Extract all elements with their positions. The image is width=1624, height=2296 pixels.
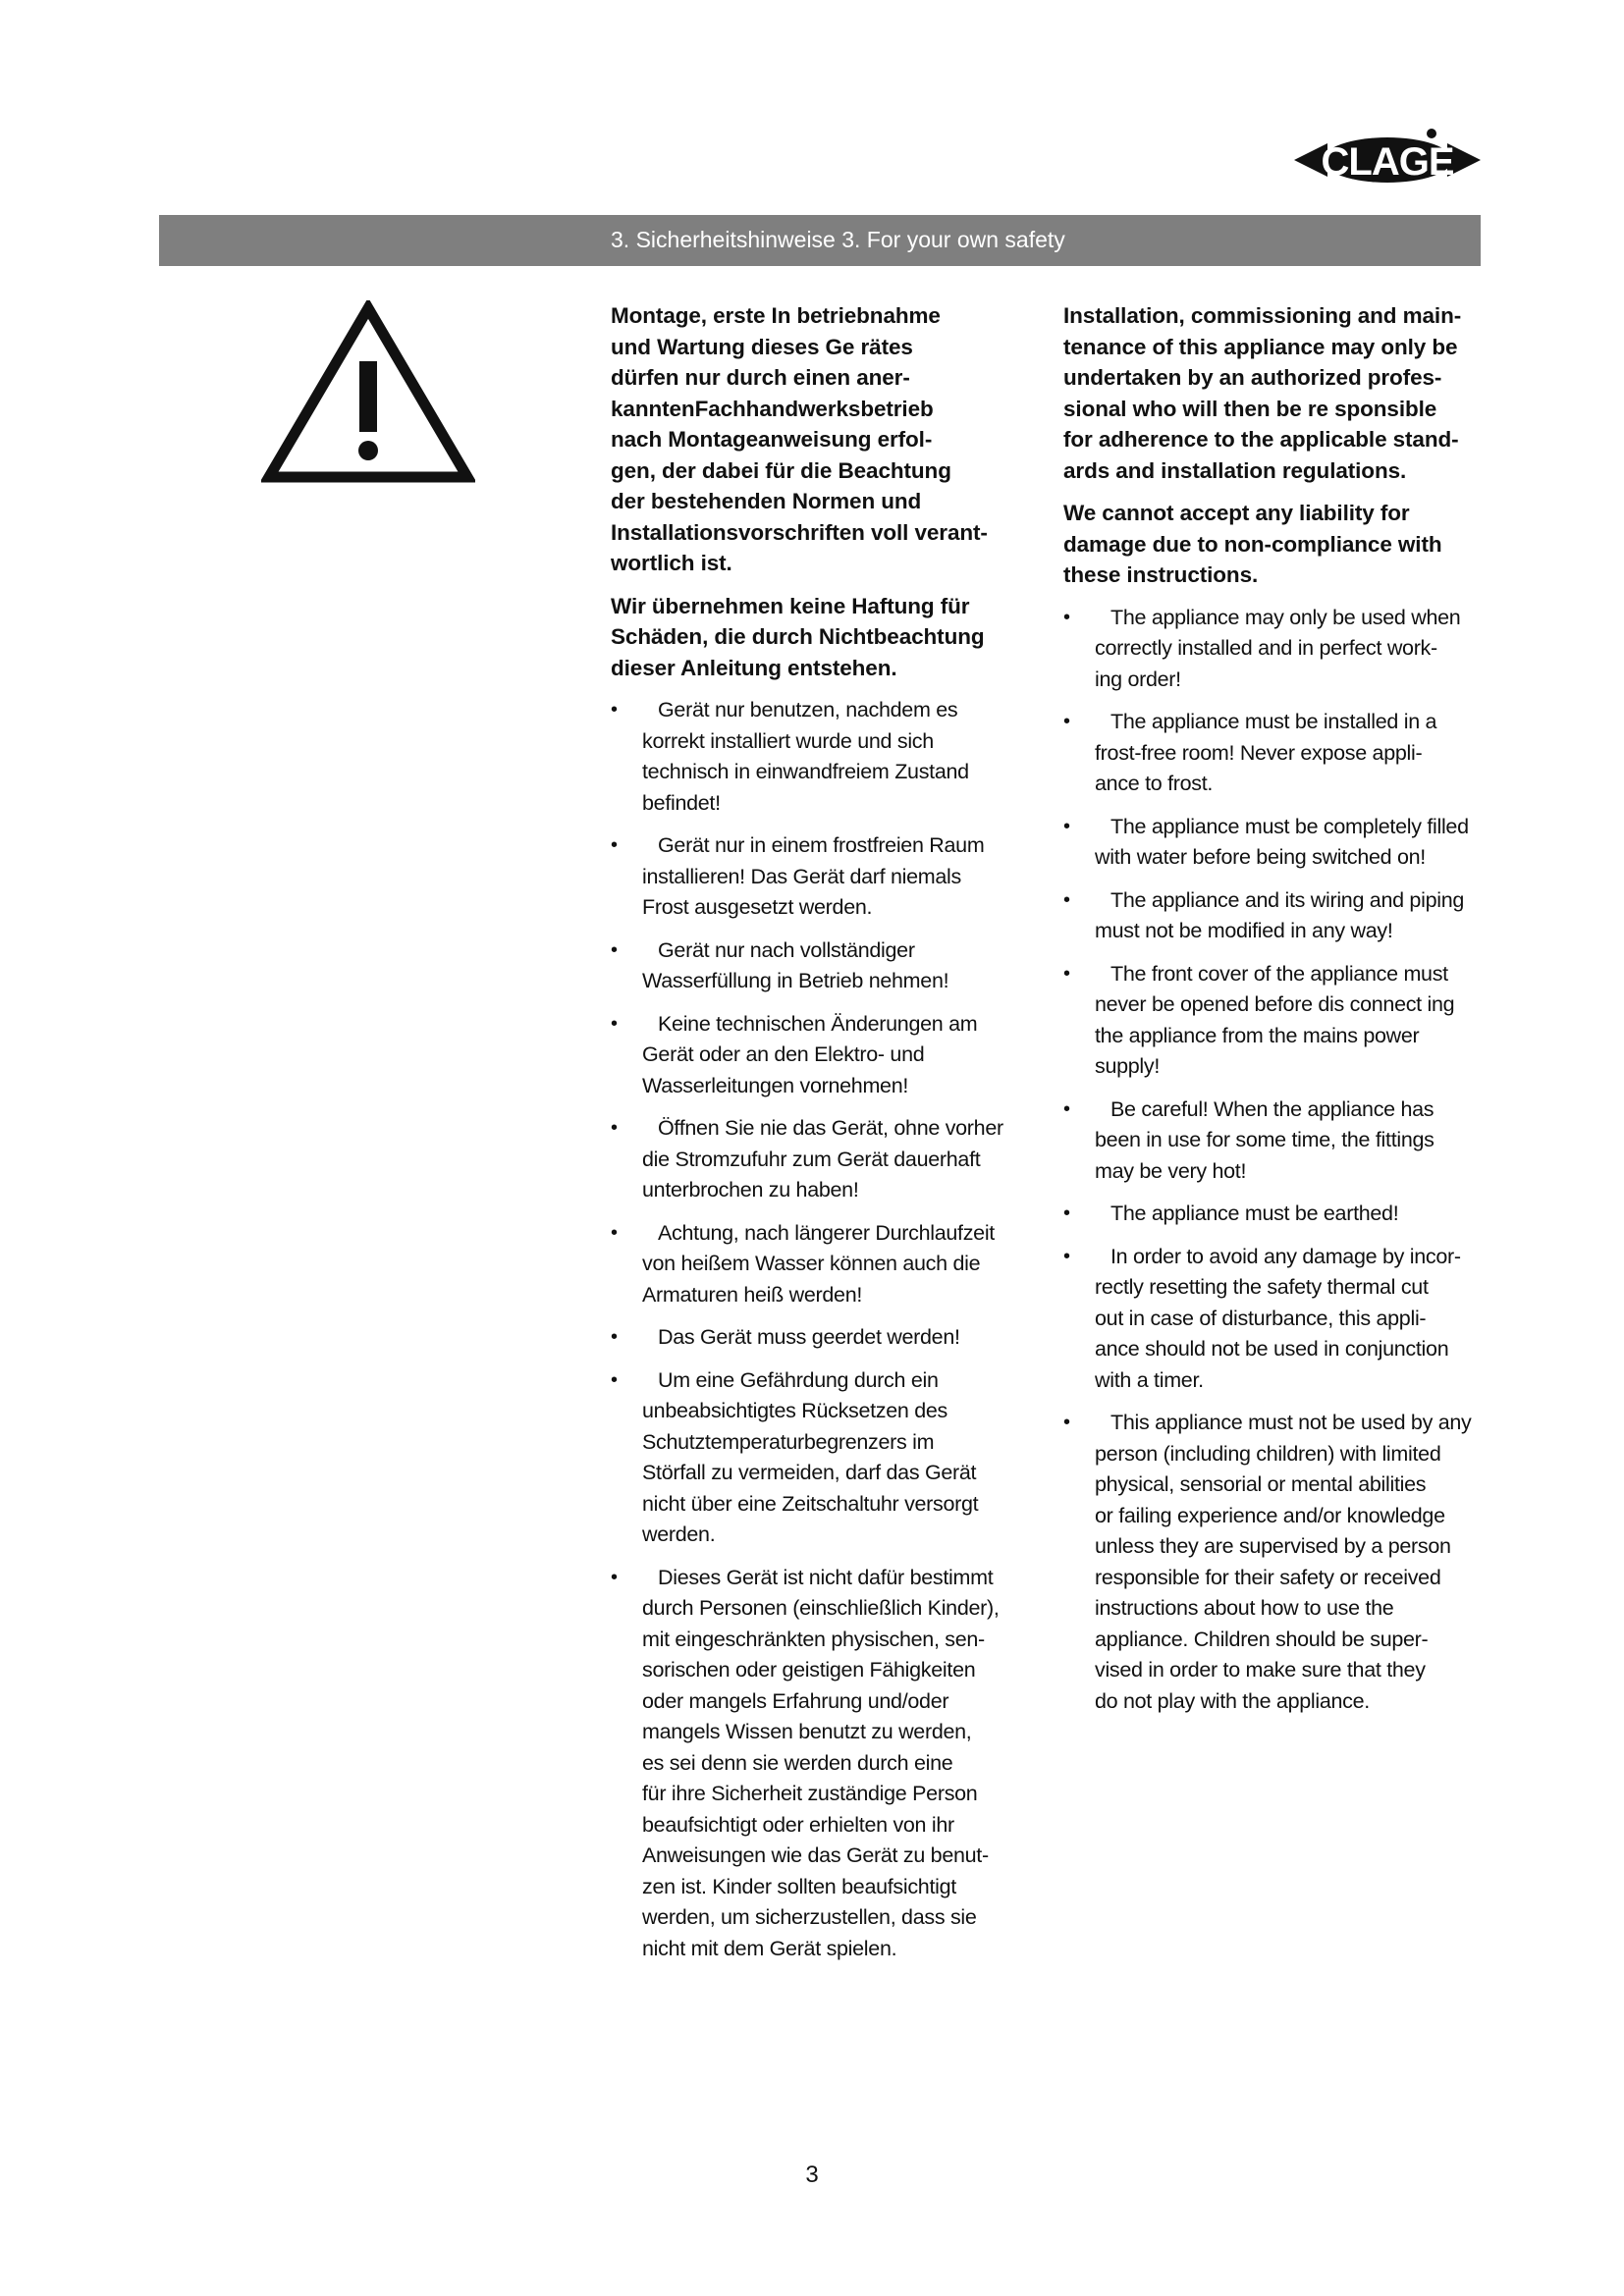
english-bullet-list (1063, 603, 1495, 1718)
english-bullet-item (1063, 1242, 1495, 1397)
bullet-icon: • (611, 699, 618, 721)
german-bullet-text: Dieses Gerät ist nicht dafür bestimmt durch Personen (einschließlich Kinder), mit eingeschränkten physischen, sen- sorischen oder geistigen Fähigkeiten oder mangels Erfahrung und/oder mangels Wissen benutzt zu werden, es sei denn sie werden durch eine für ihre Sicherheit zuständige Person beaufsichtigt oder erhielten von ihr Anweisungen wie das Gerät zu benut- zen ist. Kinder sollten beaufsichtigt werden, um sicherzustellen, dass sie nicht mit dem Gerät spielen. (642, 1565, 1000, 1960)
logo-text: CLAGE (1321, 140, 1454, 184)
english-bullet-item (1063, 885, 1495, 947)
bullet-icon: • (1063, 1412, 1070, 1433)
german-intro-paragraph: Montage, erste In betriebnahme und Wartung dieses Ge rätes dürfen nur durch einen aner- kanntenFachhandwerksbetrieb nach Montageanweisung erfol- gen, der dabei für die Beachtung der bestehenden Normen und Installationsvorschriften voll verant- wortlich ist. (611, 303, 988, 575)
bullet-icon: • (611, 1012, 618, 1035)
english-bullet-text: Be careful! When the appliance has been in use for some time, the fittings may be very hot! (1095, 1096, 1435, 1183)
bullet-icon: • (611, 1117, 618, 1139)
english-bullet-text: The front cover of the appliance must never be opened before dis connect ing the appliance from the mains power supply! (1095, 961, 1455, 1078)
english-bullet-item (1063, 959, 1495, 1083)
german-bullet-text: Gerät nur nach vollständiger Wasserfüllung in Betrieb nehmen! (642, 937, 949, 992)
english-bullet-text: This appliance must not be used by any person (including children) with limited physical, sensorial or mental abilities or failing experience and/or knowledge unless they are supervised by a person responsible for their safety or received instructions about how to use the appliance. Children should be super- vised in order to make sure that they do not play with the appliance. (1095, 1411, 1472, 1713)
german-bullet-item (611, 1218, 1033, 1311)
english-bullet-item (1063, 1095, 1495, 1188)
section-header-bar (159, 215, 1481, 266)
english-intro (1063, 300, 1495, 591)
german-bullet-text: Gerät nur benutzen, nachdem es korrekt installiert wurde und sich technisch in einwandfreiem Zustand befindet! (642, 698, 969, 815)
english-bullet-text: The appliance may only be used when correctly installed and in perfect work- ing order! (1095, 605, 1461, 691)
english-bullet-item (1063, 1199, 1495, 1230)
warning-triangle-icon (261, 300, 475, 483)
english-bullet-text: The appliance and its wiring and piping must not be modified in any way! (1095, 887, 1465, 942)
english-bullet-item (1063, 1408, 1495, 1717)
bullet-icon: • (1063, 962, 1070, 985)
german-bullet-item (611, 1365, 1033, 1551)
german-intro-paragraph: Wir übernehmen keine Haftung für Schäden, die durch Nichtbeachtung dieser Anleitung entstehen. (611, 593, 985, 680)
german-bullet-item (611, 1009, 1033, 1102)
german-bullet-text: Keine technischen Änderungen am Gerät oder an den Elektro- und Wasserleitungen vornehmen! (642, 1011, 978, 1097)
english-bullet-item (1063, 603, 1495, 696)
english-bullet-text: In order to avoid any damage by incor- rectly resetting the safety thermal cut out in case of disturbance, this appli- ance should not be used in conjunction with a timer. (1095, 1244, 1461, 1392)
german-bullet-list (611, 695, 1033, 1964)
english-bullet-item (1063, 812, 1495, 874)
german-bullet-text: Gerät nur in einem frostfreien Raum installieren! Das Gerät darf niemals Frost ausgesetzt werden. (642, 833, 985, 919)
english-bullet-item (1063, 707, 1495, 800)
bullet-icon: • (1063, 1202, 1070, 1224)
german-column (611, 300, 1033, 1976)
clage-logo (1294, 126, 1481, 194)
german-bullet-item (611, 1113, 1033, 1206)
german-bullet-item (611, 1322, 1033, 1354)
german-intro (611, 300, 1033, 683)
german-bullet-item (611, 935, 1033, 997)
german-bullet-text: Achtung, nach längerer Durchlaufzeit von heißem Wasser können auch die Armaturen heiß werden! (642, 1220, 995, 1307)
bullet-icon: • (611, 1326, 618, 1348)
bullet-icon: • (611, 1566, 618, 1588)
bullet-icon: • (1063, 606, 1070, 628)
german-bullet-item (611, 1563, 1033, 1965)
bullet-icon: • (611, 1221, 618, 1244)
bullet-icon: • (1063, 1245, 1070, 1267)
german-bullet-item (611, 695, 1033, 819)
german-bullet-text: Öffnen Sie nie das Gerät, ohne vorher die Stromzufuhr zum Gerät dauerhaft unterbrochen zu haben! (642, 1116, 1003, 1201)
english-intro-paragraph: We cannot accept any liability for damage due to non-compliance with these instructions. (1063, 501, 1442, 587)
bullet-icon: • (1063, 888, 1070, 911)
bullet-icon: • (611, 1368, 618, 1391)
bullet-icon: • (1063, 815, 1070, 837)
bullet-icon: • (611, 938, 618, 961)
german-bullet-text: Um eine Gefährdung durch ein unbeabsichtigtes Rücksetzen des Schutztemperaturbegrenzers im Störfall zu vermeiden, darf das Gerät nicht über eine Zeitschaltuhr versorgt werden. (642, 1367, 979, 1546)
bullet-icon: • (1063, 711, 1070, 732)
english-bullet-text: The appliance must be installed in a frost-free room! Never expose appli- ance to frost. (1095, 710, 1437, 795)
german-bullet-text: Das Gerät muss geerdet werden! (658, 1325, 960, 1349)
english-bullet-text: The appliance must be completely filled with water before being switched on! (1095, 814, 1469, 869)
english-column (1063, 300, 1495, 1729)
english-bullet-text: The appliance must be earthed! (1110, 1201, 1399, 1225)
english-intro-paragraph: Installation, commissioning and main- tenance of this appliance may only be undertaken by an authorized profes- sional who will then be re sponsible for adherence to the applicable stand- ards and installation regulations. (1063, 303, 1462, 483)
section-title: 3. Sicherheitshinweise 3. For your own safety (611, 227, 1065, 252)
german-bullet-item (611, 830, 1033, 924)
page-number: 3 (805, 2162, 819, 2188)
bullet-icon: • (1063, 1097, 1070, 1120)
bullet-icon: • (611, 834, 618, 856)
